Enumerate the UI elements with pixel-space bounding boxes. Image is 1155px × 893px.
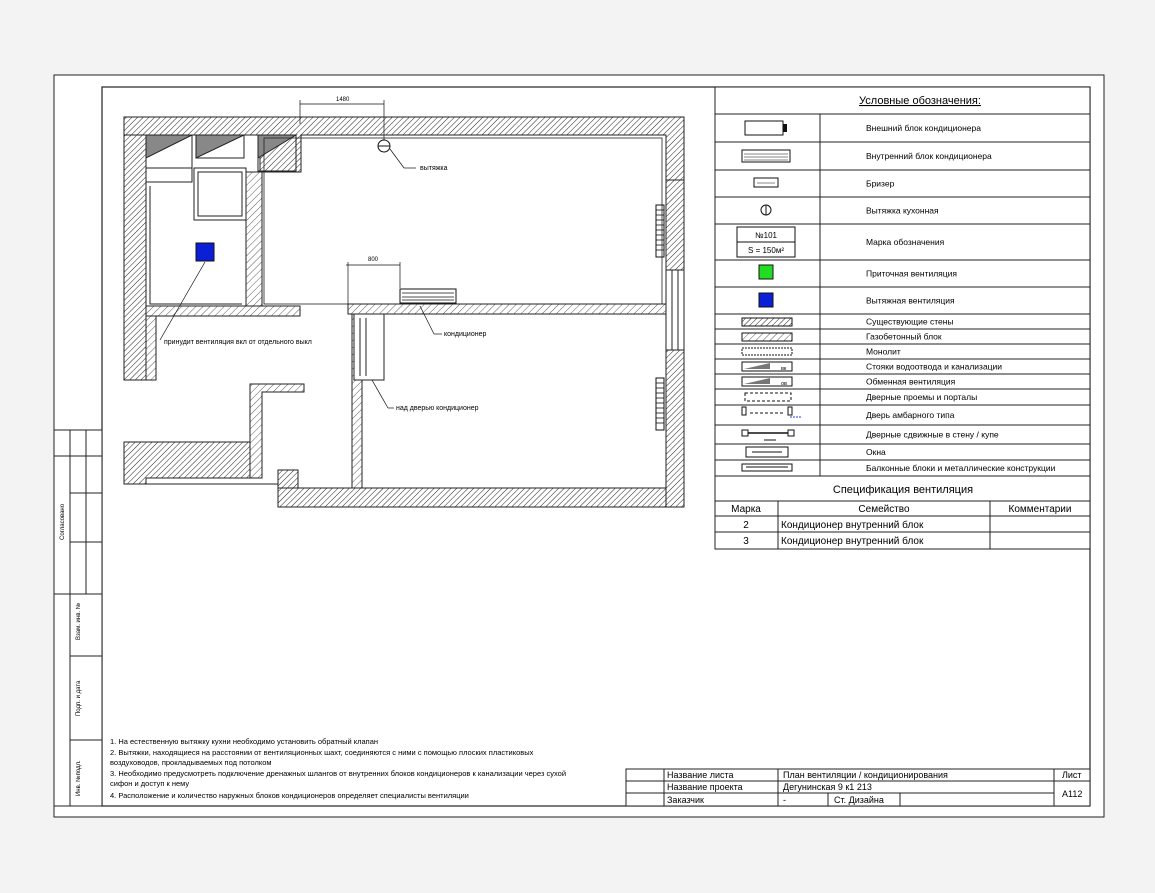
tb-sheet-name: План вентиляции / кондиционирования [783,770,948,780]
note-line: 3. Необходимо предусмотреть подключение дренажных шлангов от внутренних блоков кондиционеров к канализации через сухой [110,769,567,778]
svg-text:S = 150м²: S = 150м² [748,246,784,255]
forced-vent-label: принудит вентиляция вкл от отдельного выкл [164,339,312,346]
note-line: воздуховодов, прокладываемых под потолком [110,758,272,767]
spec-header-comment: Комментарии [1008,504,1072,515]
partition-left [246,172,262,306]
tb-sheet-no: А112 [1062,789,1083,799]
existing-wall-icon [742,318,792,326]
legend-label: Существующие стены [866,316,954,327]
door-opening-icon [745,393,791,401]
stamp-sign-date: Подп. и дата [76,680,82,716]
spec-row-mark: 2 [743,520,749,531]
legend-label: Приточная вентиляция [866,268,958,279]
ac-indoor-unit [400,289,456,303]
side-stamp [54,430,102,806]
legend-label: Балконные блоки и металлические конструкции [866,463,1056,473]
window-right-upper [656,205,664,257]
tb-sheet-label: Лист [1062,770,1082,780]
exhaust-vent-marker [196,243,214,261]
legend-label: Окна [866,447,886,457]
tb-studio-label: Ст. Дизайна [834,795,884,805]
tb-client-label: Заказчик [667,795,704,805]
dim-top: 1480 [336,97,350,103]
ac-door-label: над дверью кондиционер [396,405,479,412]
hall-wall-top [146,306,300,316]
spec-row-family: Кондиционер внутренний блок [781,536,924,547]
title-block [626,769,1090,806]
wall-right-mid [666,270,684,350]
spec-row-mark: 3 [743,536,749,547]
legend-label: Марка обозначения [866,237,945,247]
stamp-agreed: Согласовано [60,503,66,540]
legend-label: Монолит [866,346,901,357]
aerated-block-icon [742,333,792,341]
legend-label: Бризер [866,178,895,189]
legend-label: Стояки водоотвода и канализации [866,361,1003,372]
legend-table [715,87,1090,549]
legend-label: Вытяжка кухонная [866,205,939,216]
breezer-icon [754,178,778,187]
room-divider [348,304,666,314]
spec-header-family: Семейство [858,504,910,515]
legend-label: Дверные проемы и порталы [866,392,978,402]
bathroom-inner [194,168,246,220]
window-right-lower [656,378,664,430]
note-line: сифон и доступ к нему [110,779,190,788]
legend-label: Газобетонный блок [866,331,942,342]
bottom-step-wall [278,470,298,488]
svg-text:№101: №101 [755,231,777,240]
ac-label: кондиционер [444,331,487,338]
outdoor-unit-icon [745,121,783,135]
legend-label: Вытяжная вентиляция [866,295,955,306]
note-line: 2. Вытяжки, находящиеся на расстоянии от вентиляционных шахт, соединяются с ними с помощью плоских пластиковых [110,748,534,757]
tb-client: - [783,795,786,805]
legend-label: Обменная вентиляция [866,376,956,387]
legend-title: Условные обозначения: [859,95,981,107]
legend-label: Внутренний блок кондиционера [866,151,992,161]
tb-project-label: Название проекта [667,782,743,792]
tb-sheet-name-label: Название листа [667,770,734,780]
legend-label: Дверные сдвижные в стену / купе [866,429,999,440]
spec-title: Спецификация вентиляция [832,484,974,496]
note-line: 1. На естественную вытяжку кухни необходимо установить обратный клапан [110,737,379,746]
dim-mid: 800 [368,257,379,263]
stamp-inv-orig: Инв. №подл. [76,760,82,796]
outer-wall-left [124,135,146,380]
bathroom-box [146,168,192,182]
legend-label: Дверь амбарного типа [866,410,955,420]
monolith-icon [742,348,792,355]
exhaust-vent-icon [759,293,773,307]
svg-text:ов: ов [781,381,787,387]
spec-header-mark: Марка [731,504,761,515]
note-line: 4. Расположение и количество наружных блоков кондиционеров определяет специалисты вентиляции [110,791,469,800]
svg-text:вк: вк [781,366,787,372]
legend-label: Внешний блок кондиционера [866,123,981,133]
spec-row-family: Кондиционер внутренний блок [781,520,924,531]
supply-vent-icon [759,265,773,279]
tb-project: Дегунинская 9 к1 213 [783,782,872,792]
hood-label: вытяжка [420,165,448,172]
stamp-inv-replace: Взам. инв. № [76,602,82,640]
